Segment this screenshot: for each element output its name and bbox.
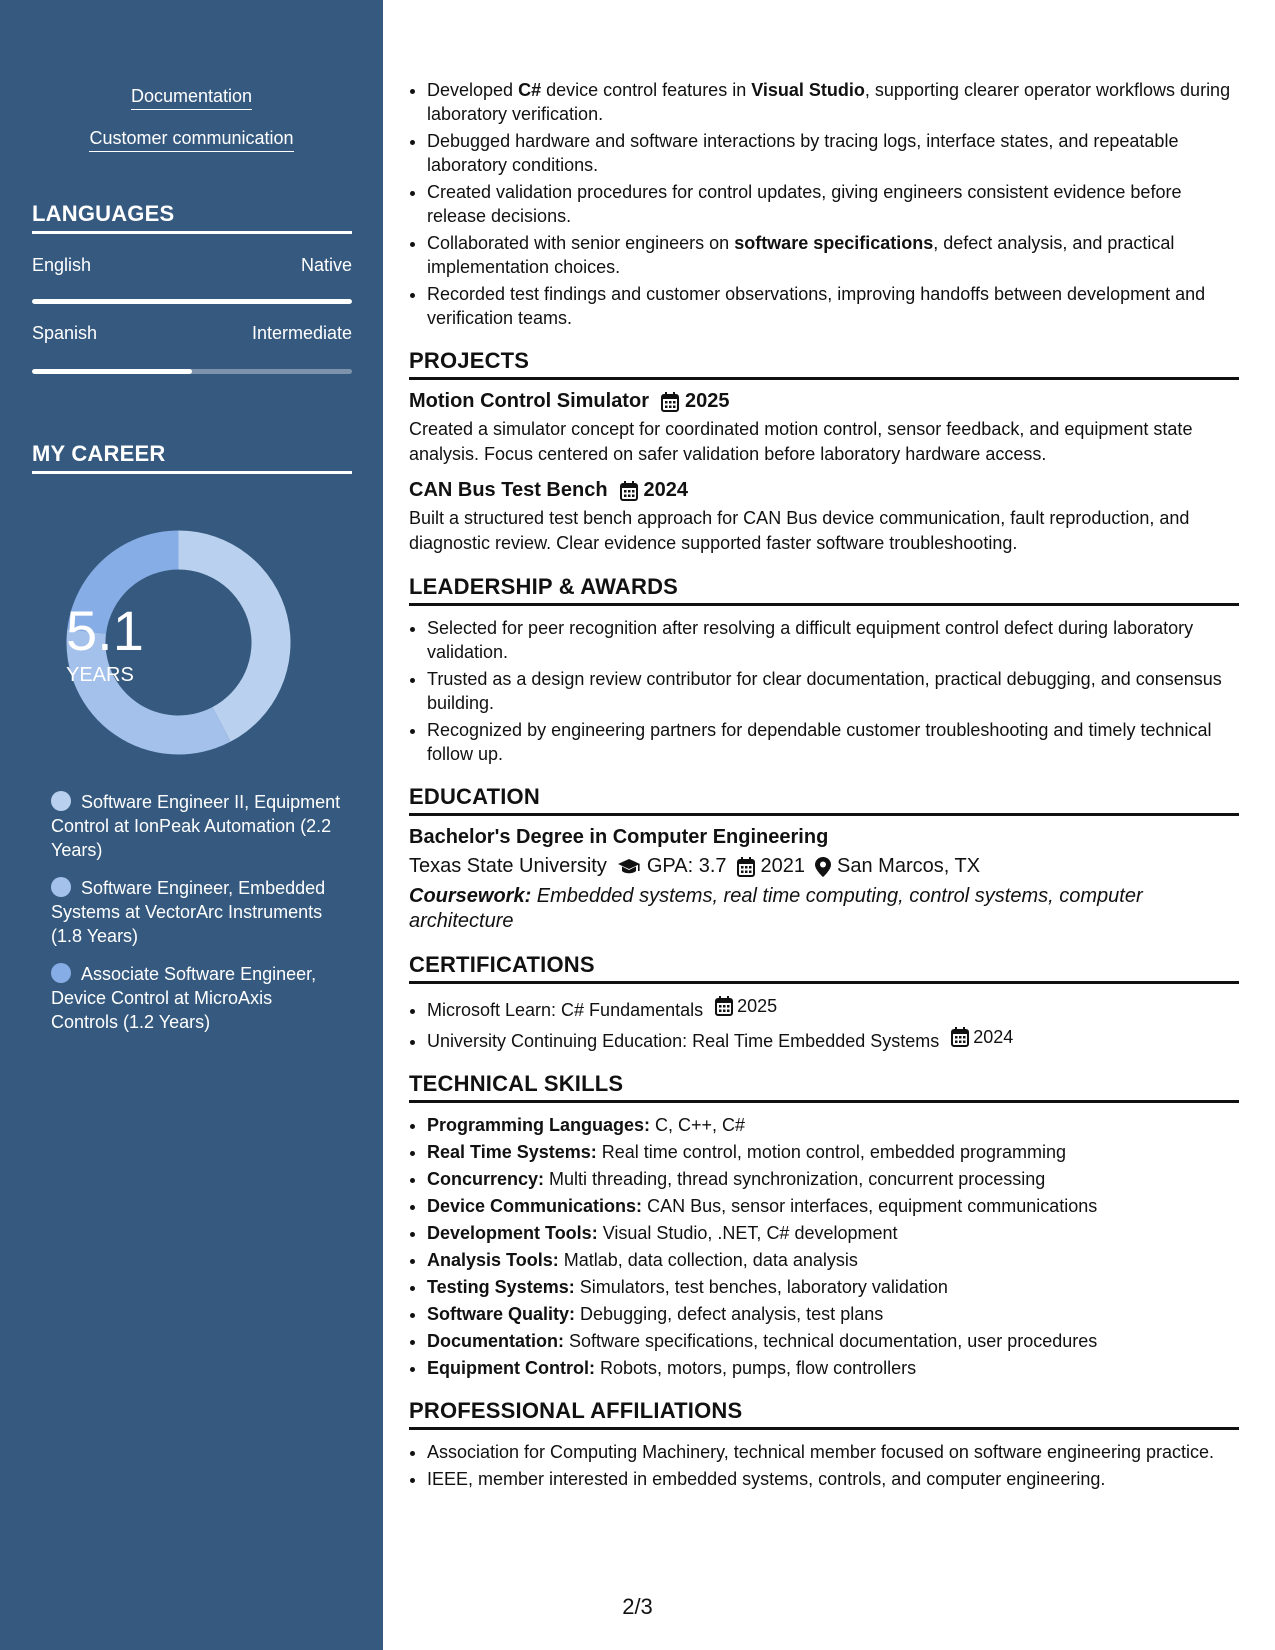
experience-text: Collaborated with senior engineers on	[427, 233, 735, 253]
experience-item	[427, 180, 1239, 228]
education-year: 2021	[760, 855, 806, 877]
skill-item	[427, 1221, 1239, 1245]
skill-label: Development Tools:	[427, 1223, 598, 1243]
project-name: Motion Control Simulator	[409, 390, 649, 412]
career-item-text: Software Engineer II, Equipment Control at IonPeak Automation (2.2 Years)	[51, 792, 341, 860]
career-dot	[51, 963, 71, 983]
projects-heading: PROJECTS	[409, 348, 1239, 380]
certification-item	[427, 1025, 1239, 1053]
affiliation-item: • IEEE, member interested in embedded systems, controls, and computer engineering.	[427, 1467, 1239, 1491]
project-header	[409, 390, 1239, 413]
experience-text: Recorded test findings and customer observations, improving handoffs between development and verification teams.	[427, 284, 1206, 328]
affiliations-list	[409, 1440, 1239, 1491]
career-dot	[51, 791, 71, 811]
certification-item	[427, 994, 1239, 1022]
sidebar-links	[0, 86, 383, 170]
calendar-icon	[737, 857, 755, 877]
project-year: 2025	[684, 390, 730, 412]
language-row-spanish	[32, 323, 352, 344]
calendar-icon	[620, 481, 638, 501]
project-item	[409, 479, 1239, 556]
skill-label: Programming Languages:	[427, 1115, 651, 1135]
certification-name: University Continuing Education: Real Time Embedded Systems	[427, 1031, 940, 1051]
experience-text: device control features in	[541, 80, 752, 100]
education-degree: Bachelor's Degree in Computer Engineering	[409, 826, 829, 848]
skill-value: Robots, motors, pumps, flow controllers	[594, 1358, 917, 1378]
experience-highlight: Visual Studio	[751, 80, 865, 100]
project-item	[409, 390, 1239, 467]
certification-name: Microsoft Learn: C# Fundamentals	[427, 1000, 704, 1020]
skill-item	[427, 1140, 1239, 1164]
experience-text: , supporting clearer operator workflows during laboratory verification.	[427, 80, 1231, 124]
experience-item	[427, 282, 1239, 330]
language-bar-fill	[32, 369, 192, 374]
career-item	[51, 790, 341, 862]
project-description: Created a simulator concept for coordinated motion control, sensor feedback, and equipment state analysis. Focus centered on safer validation before laboratory hardware access.	[409, 419, 1193, 464]
leadership-item: • Recognized by engineering partners for dependable customer troubleshooting and timely technical follow up.	[427, 718, 1239, 766]
skills-list	[409, 1113, 1239, 1380]
education-heading: EDUCATION	[409, 784, 1239, 816]
experience-item	[427, 78, 1239, 126]
language-level: Native	[300, 255, 352, 275]
career-total-years: 5.1	[66, 599, 144, 662]
career-item-text: Software Engineer, Embedded Systems at VectorArc Instruments (1.8 Years)	[51, 878, 326, 946]
career-dot	[51, 877, 71, 897]
experience-text: Developed	[427, 80, 519, 100]
skill-item	[427, 1194, 1239, 1218]
skill-value: Multi threading, thread synchronization, concurrent processing	[544, 1169, 1046, 1189]
skill-value: Debugging, defect analysis, test plans	[575, 1304, 884, 1324]
affiliation-item: • Association for Computing Machinery, technical member focused on software engineering practice.	[427, 1440, 1239, 1464]
skill-value: Simulators, test benches, laboratory validation	[574, 1277, 948, 1297]
career-years-label: YEARS	[66, 664, 134, 686]
leadership-item: • Selected for peer recognition after resolving a difficult equipment control defect during laboratory validation.	[427, 616, 1239, 664]
skill-label: Real Time Systems:	[427, 1142, 597, 1162]
certifications-heading: CERTIFICATIONS	[409, 952, 1239, 984]
career-item	[51, 962, 341, 1034]
location-pin-icon	[815, 857, 831, 877]
main-content	[409, 78, 1239, 1494]
project-year: 2024	[643, 479, 689, 501]
languages-heading: LANGUAGES	[32, 201, 352, 234]
skill-item	[427, 1356, 1239, 1380]
certification-year: 2025	[737, 996, 778, 1016]
skill-item	[427, 1302, 1239, 1326]
skills-heading: TECHNICAL SKILLS	[409, 1071, 1239, 1103]
education-details	[409, 855, 1239, 878]
leadership-list	[409, 616, 1239, 766]
project-header	[409, 479, 1239, 502]
skill-value: Visual Studio, .NET, C# development	[597, 1223, 898, 1243]
certification-year: 2024	[973, 1027, 1014, 1047]
leadership-item: • Trusted as a design review contributor for clear documentation, practical debugging, and consensus building.	[427, 667, 1239, 715]
career-item-text: Associate Software Engineer, Device Control at MicroAxis Controls (1.2 Years)	[51, 964, 317, 1032]
language-bar-spanish	[32, 369, 352, 374]
skill-value: CAN Bus, sensor interfaces, equipment communications	[642, 1196, 1098, 1216]
experience-highlight: C#	[518, 80, 542, 100]
project-name: CAN Bus Test Bench	[409, 479, 608, 501]
customer-communication-link[interactable]: Customer communication	[89, 128, 293, 152]
education-location: San Marcos, TX	[837, 855, 981, 877]
education-coursework	[409, 884, 1239, 934]
skill-label: Equipment Control:	[427, 1358, 595, 1378]
graduation-cap-icon	[617, 858, 641, 876]
page-number: 2/3	[622, 1594, 653, 1619]
experience-bullets	[409, 78, 1239, 330]
education-school: Texas State University	[409, 855, 607, 877]
calendar-icon	[661, 392, 679, 412]
skill-label: Analysis Tools:	[427, 1250, 559, 1270]
language-bar-english	[32, 299, 352, 304]
sidebar	[0, 0, 383, 1650]
language-bar-fill	[32, 299, 352, 304]
coursework-label: Coursework:	[409, 885, 532, 907]
experience-item	[427, 231, 1239, 279]
education-gpa: GPA: 3.7	[646, 855, 727, 877]
career-item	[51, 876, 341, 948]
career-heading: MY CAREER	[32, 441, 352, 474]
skill-value: Real time control, motion control, embedded programming	[596, 1142, 1066, 1162]
skill-label: Documentation:	[427, 1331, 564, 1351]
project-description: Built a structured test bench approach for CAN Bus device communication, fault reproduction, and diagnostic review. Clear evidence supported faster software troubleshooting.	[409, 508, 1190, 553]
skill-item	[427, 1275, 1239, 1299]
calendar-icon	[715, 996, 733, 1016]
leadership-heading: LEADERSHIP & AWARDS	[409, 574, 1239, 606]
skill-label: Testing Systems:	[427, 1277, 575, 1297]
skill-value: C, C++, C#	[650, 1115, 746, 1135]
experience-item	[427, 129, 1239, 177]
career-donut	[66, 530, 291, 755]
skill-label: Concurrency:	[427, 1169, 545, 1189]
skill-item	[427, 1329, 1239, 1353]
experience-text: , defect analysis, and practical implementation choices.	[427, 233, 1175, 277]
documentation-link[interactable]: Documentation	[131, 86, 252, 110]
language-name: Spanish	[32, 323, 98, 343]
skill-label: Software Quality:	[427, 1304, 576, 1324]
certifications-list	[409, 994, 1239, 1053]
skill-item	[427, 1248, 1239, 1272]
affiliations-heading: PROFESSIONAL AFFILIATIONS	[409, 1398, 1239, 1430]
calendar-icon	[951, 1027, 969, 1047]
career-list	[51, 790, 341, 1048]
skill-value: Matlab, data collection, data analysis	[558, 1250, 858, 1270]
skill-item	[427, 1167, 1239, 1191]
experience-highlight: software specifications	[734, 233, 934, 253]
skill-item	[427, 1113, 1239, 1137]
language-level: Intermediate	[251, 323, 352, 343]
coursework-text: Embedded systems, real time computing, control systems, computer architecture	[409, 885, 1143, 932]
language-name: English	[32, 255, 92, 275]
skill-label: Device Communications:	[427, 1196, 643, 1216]
experience-text: Debugged hardware and software interactions by tracing logs, interface states, and repeatable laboratory conditions.	[427, 131, 1179, 175]
skill-value: Software specifications, technical documentation, user procedures	[564, 1331, 1098, 1351]
language-row-english	[32, 255, 352, 276]
experience-text: Created validation procedures for control updates, giving engineers consistent evidence before release decisions.	[427, 182, 1182, 226]
